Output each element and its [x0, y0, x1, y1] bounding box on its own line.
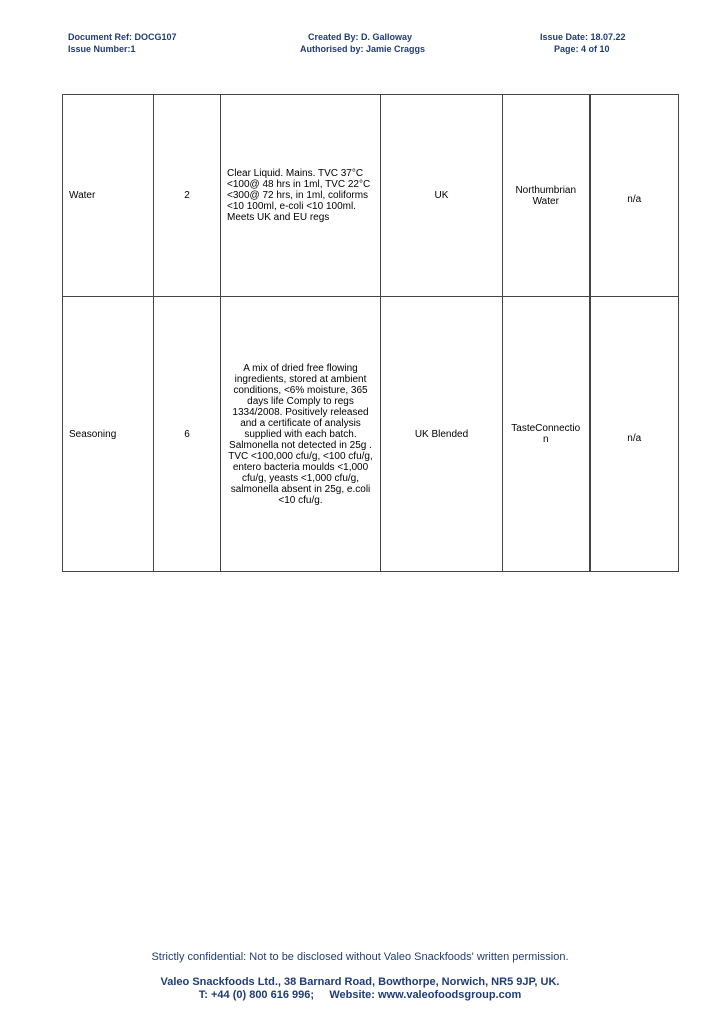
ingredients-table — [62, 94, 679, 572]
ingredient-other-value: n/a — [627, 432, 642, 444]
document-header-center — [300, 31, 426, 55]
ingredient-supplier: Northumbrian Water — [503, 95, 590, 297]
page-number: Page: 4 of 10 — [554, 44, 610, 54]
table-row — [63, 95, 679, 297]
document-header-right — [540, 31, 626, 55]
ingredient-description: A mix of dried free flowing ingredients, stored at ambient conditions, <6% moisture, 365 days life Comply to regs 1334/2008. Positively released and a certificate of analysis supplied with each batch. Salmonella not detected in 25g . TVC <100,000 cfu/g, <100 cfu/g, entero bacteria moulds <1,000 cfu/g, yeasts <1,000 cfu/g, salmonella absent in 25g, e.coli <10 cfu/g. — [221, 297, 381, 572]
ingredient-origin: UK Blended — [381, 297, 503, 572]
company-address: Valeo Snackfoods Ltd., 38 Barnard Road, Bowthorpe, Norwich, NR5 9JP, UK. — [160, 976, 560, 988]
document-ref: Document Ref: DOCG107 — [68, 32, 177, 42]
ingredient-name: Water — [63, 95, 154, 297]
ingredient-other — [590, 297, 679, 572]
ingredient-description: Clear Liquid. Mains. TVC 37°C <100@ 48 hrs in 1ml, TVC 22°C <300@ 72 hrs, in 1ml, coliforms <10 100ml, e-coli <10 100ml. Meets UK and EU regs — [221, 95, 381, 297]
confidentiality-notice: Strictly confidential: Not to be disclosed without Valeo Snackfoods' written permission. — [151, 951, 569, 963]
company-footer — [0, 976, 720, 1002]
ingredient-origin: UK — [381, 95, 503, 297]
ingredient-supplier: TasteConnection — [503, 297, 590, 572]
ingredient-quantity: 6 — [154, 297, 221, 572]
document-header-left — [68, 31, 177, 55]
ingredient-name: Seasoning — [63, 297, 154, 572]
authorised-by: Authorised by: Jamie Craggs — [300, 44, 426, 54]
ingredient-other — [590, 95, 679, 297]
company-contact: T: +44 (0) 800 616 996; Website: www.valeofoodsgroup.com — [198, 989, 522, 1001]
ingredient-other-value: n/a — [627, 194, 642, 205]
ingredient-quantity: 2 — [154, 95, 221, 297]
issue-number: Issue Number:1 — [68, 44, 136, 54]
created-by: Created By: D. Galloway — [307, 32, 413, 42]
table-row — [63, 297, 679, 572]
issue-date: Issue Date: 18.07.22 — [540, 32, 626, 42]
